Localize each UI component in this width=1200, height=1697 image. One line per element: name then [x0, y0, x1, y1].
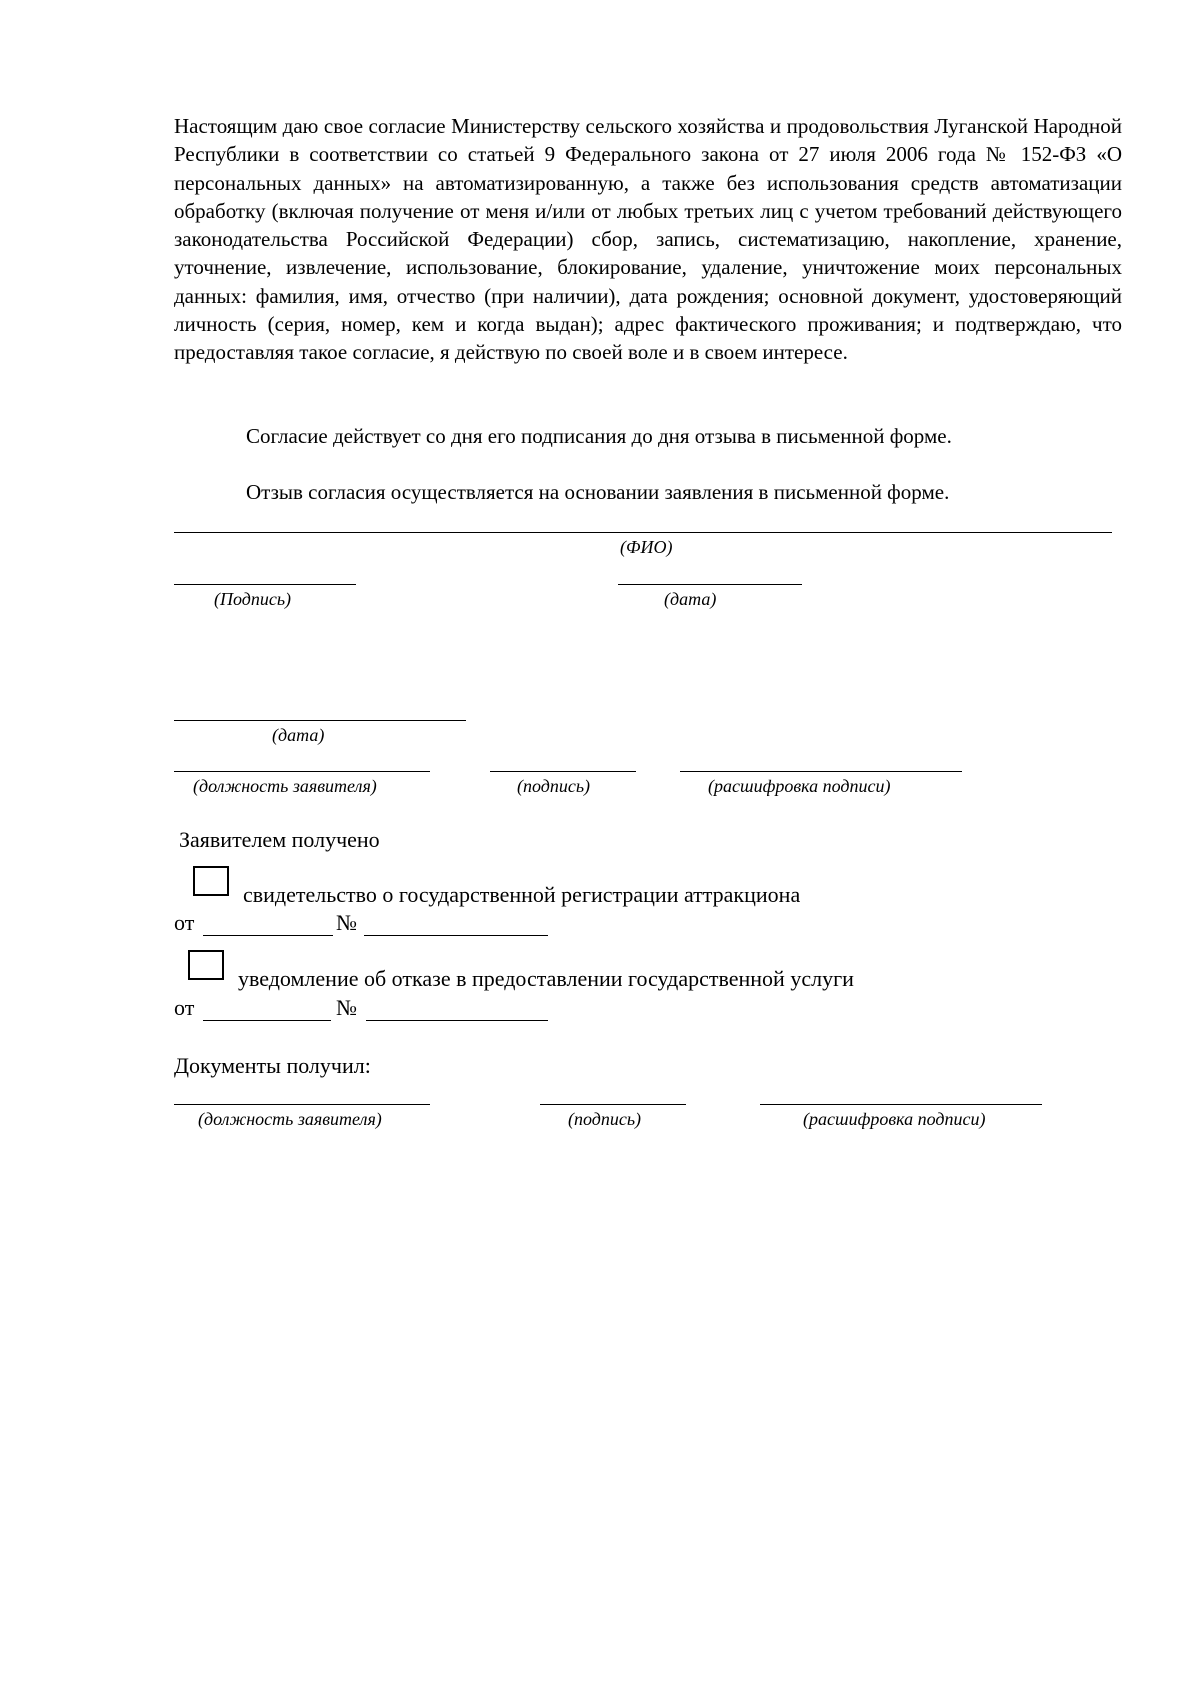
- signature-caption: (Подпись): [214, 589, 292, 609]
- fio-caption: (ФИО): [620, 537, 673, 557]
- certificate-from-label: от: [174, 910, 195, 935]
- refusal-number-label: №: [336, 995, 357, 1020]
- applicant-date-line[interactable]: [174, 720, 466, 721]
- consent-withdrawal-paragraph: Отзыв согласия осуществляется на основании заявления в письменной форме.: [246, 480, 950, 504]
- applicant-decoding-caption: (расшифровка подписи): [708, 776, 891, 796]
- receiver-decoding-line[interactable]: [760, 1104, 1042, 1105]
- applicant-position-line[interactable]: [174, 771, 430, 772]
- certificate-label: свидетельство о государственной регистрации аттракциона: [243, 882, 801, 907]
- refusal-from-label: от: [174, 995, 195, 1020]
- applicant-date-caption: (дата): [272, 725, 325, 745]
- refusal-label: уведомление об отказе в предоставлении государственной услуги: [238, 966, 854, 991]
- receiver-signature-line[interactable]: [540, 1104, 686, 1105]
- applicant-signature-caption: (подпись): [517, 776, 591, 796]
- certificate-date-line[interactable]: [203, 935, 333, 936]
- refusal-date-line[interactable]: [203, 1020, 331, 1021]
- documents-received-heading: Документы получил:: [174, 1053, 371, 1078]
- certificate-number-line[interactable]: [364, 935, 548, 936]
- consent-paragraph: Настоящим даю свое согласие Министерству сельского хозяйства и продовольствия Луганской Народной Республики в соответствии со статьей 9 Федерального закона от 27 июля 2006 года № 152-ФЗ «О персональных данных» на автоматизированную, а также без использования средств автоматизации обработку (включая получение от меня и/или от любых третьих лиц с учетом требований действующего законодательства Российской Федерации) сбор, запись, систематизацию, накопление, хранение, уточнение, извлечение, использование, блокирование, удаление, уничтожение моих персональных данных: фамилия, имя, отчество (при наличии), дата рождения; основной документ, удостоверяющий личность (серия, номер, кем и когда выдан); адрес фактического проживания; и подтверждаю, что предоставляя такое согласие, я действую по своей воле и в своем интересе.: [174, 114, 1122, 365]
- certificate-number-label: №: [336, 910, 357, 935]
- applicant-decoding-line[interactable]: [680, 771, 962, 772]
- applicant-signature-line[interactable]: [490, 771, 636, 772]
- date-line[interactable]: [618, 584, 802, 585]
- receiver-signature-caption: (подпись): [568, 1109, 642, 1129]
- consent-validity-paragraph: Согласие действует со дня его подписания до дня отзыва в письменной форме.: [246, 424, 952, 448]
- refusal-checkbox[interactable]: [188, 950, 224, 980]
- applicant-position-caption: (должность заявителя): [193, 776, 377, 796]
- fio-line[interactable]: [174, 532, 1112, 533]
- receiver-position-caption: (должность заявителя): [198, 1109, 382, 1129]
- receiver-decoding-caption: (расшифровка подписи): [803, 1109, 986, 1129]
- signature-line[interactable]: [174, 584, 356, 585]
- date-caption: (дата): [664, 589, 717, 609]
- received-heading: Заявителем получено: [179, 827, 380, 852]
- certificate-checkbox[interactable]: [193, 866, 229, 896]
- refusal-number-line[interactable]: [366, 1020, 548, 1021]
- receiver-position-line[interactable]: [174, 1104, 430, 1105]
